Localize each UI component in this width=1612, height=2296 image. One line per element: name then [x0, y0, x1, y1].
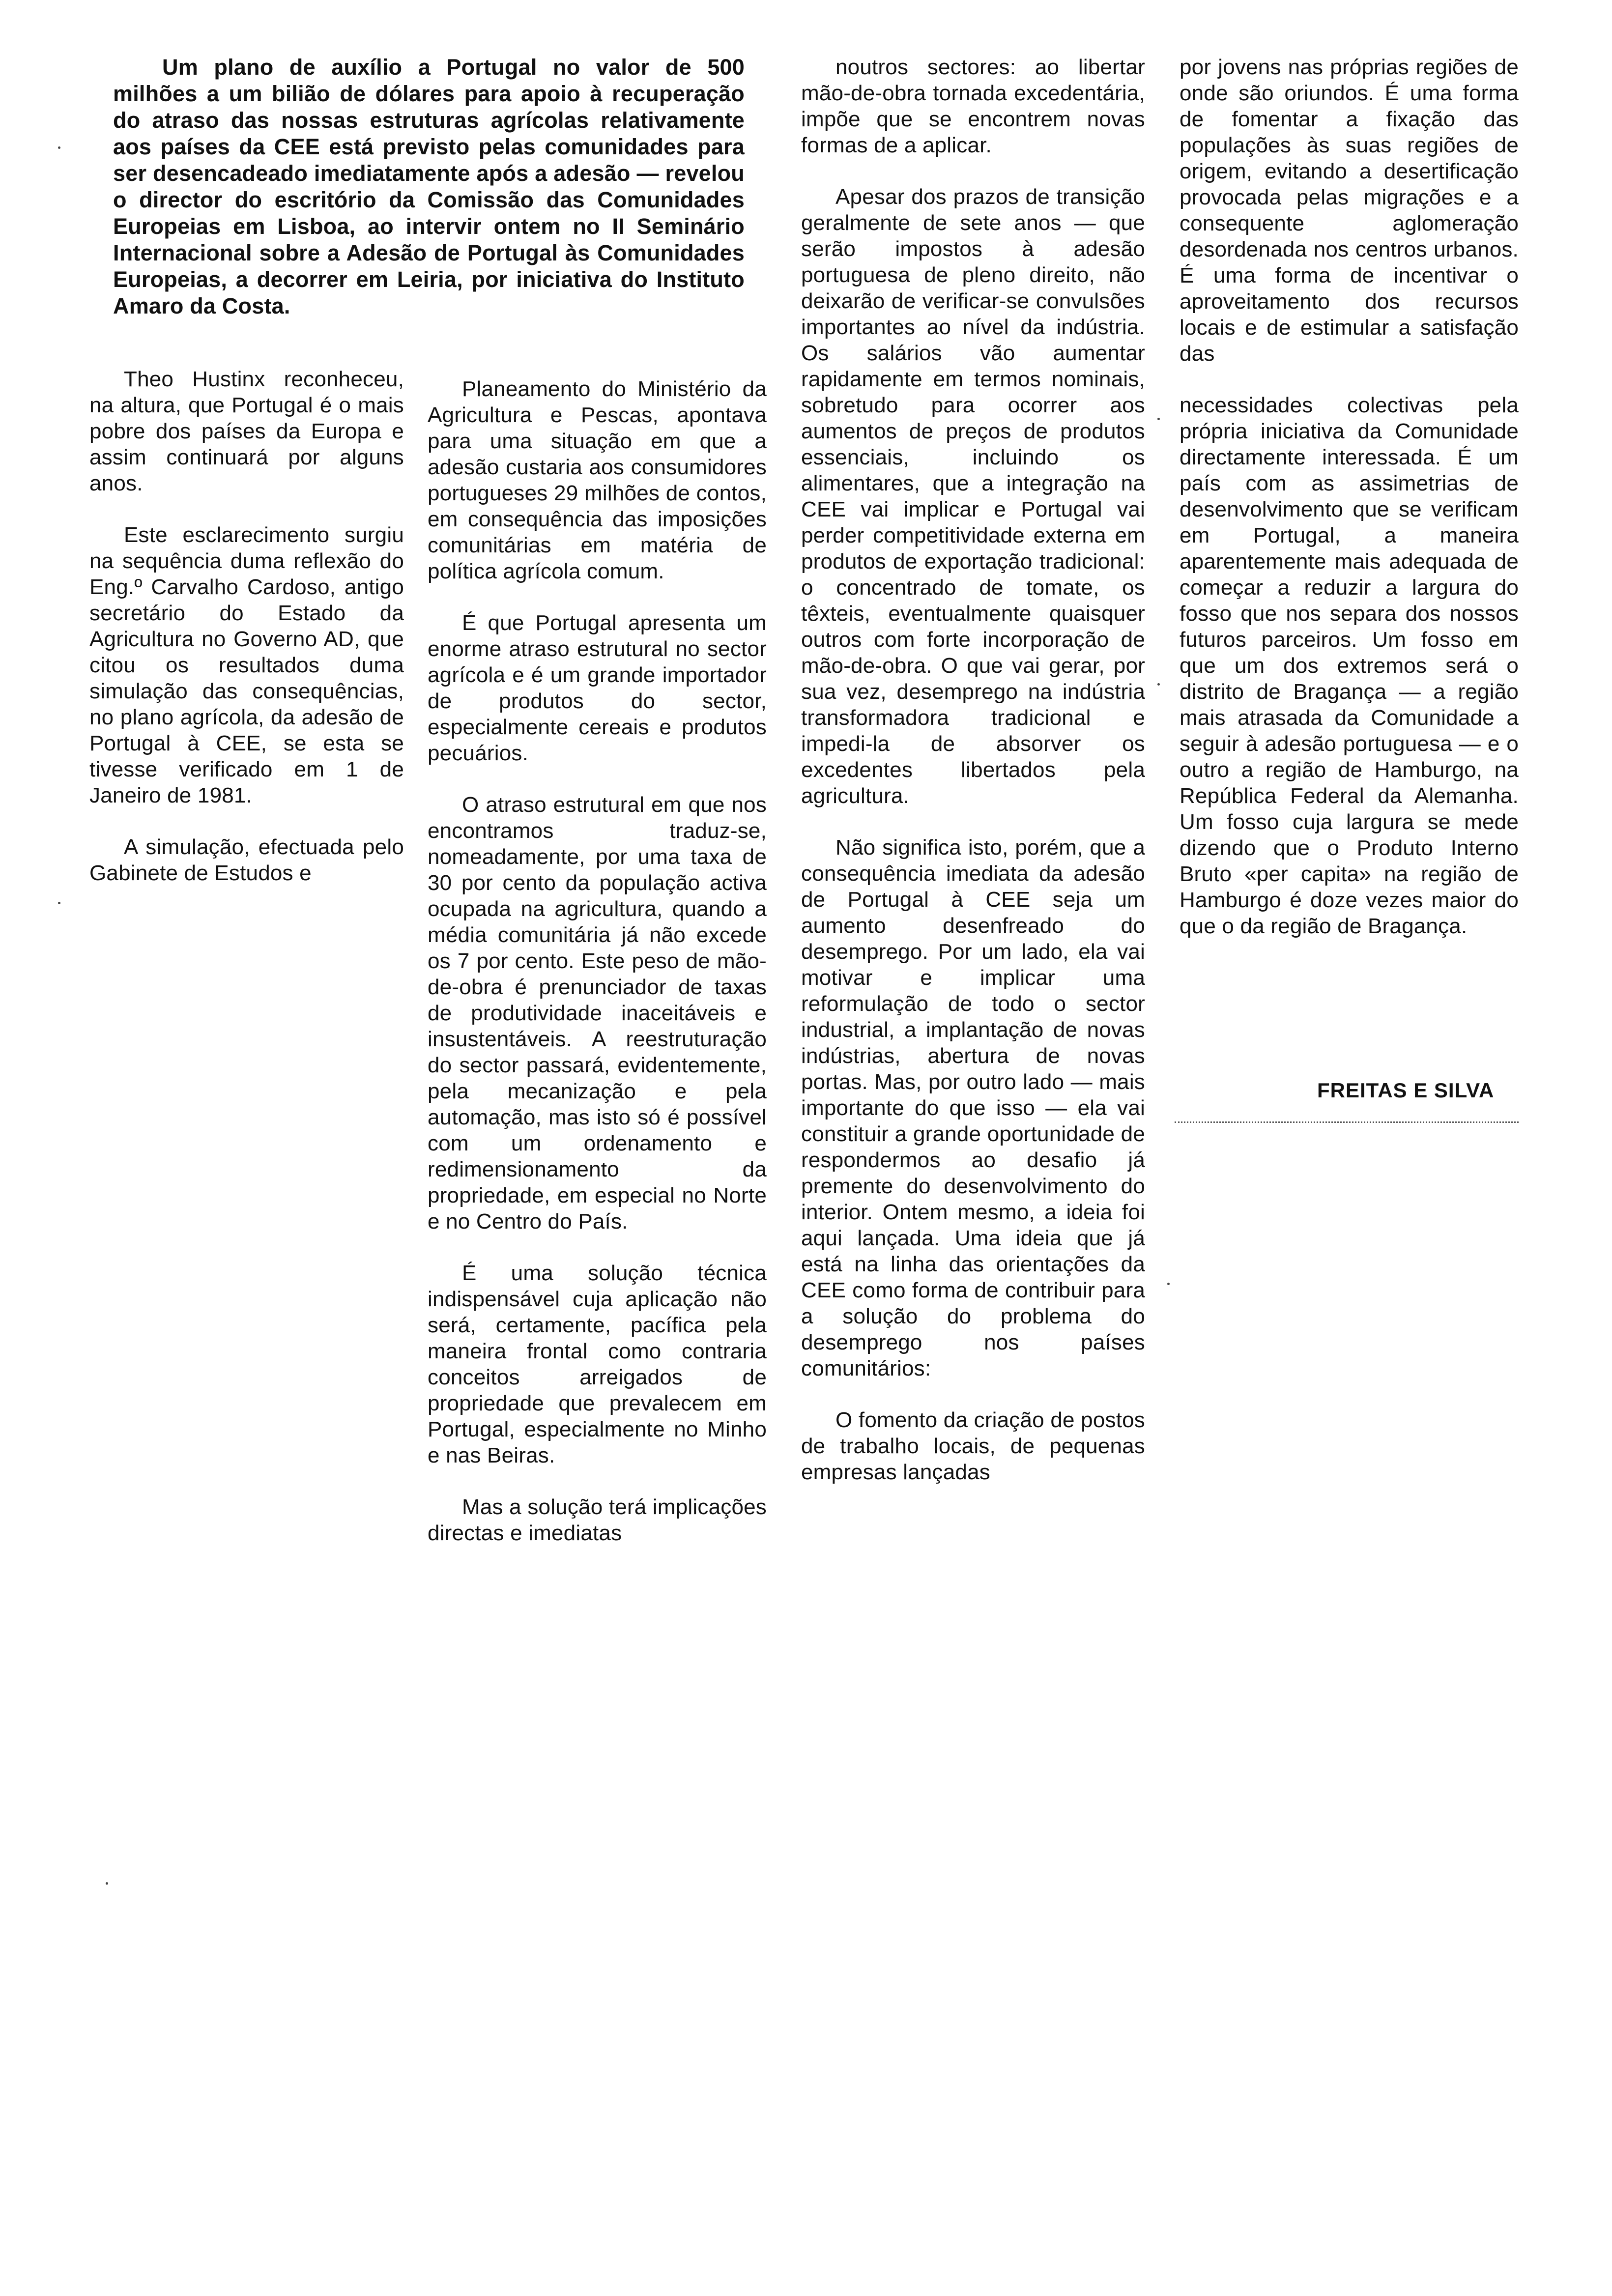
paragraph: O fomento da criação de postos de trabalho locais, de pequenas empresas lançadas: [801, 1408, 1145, 1484]
scan-speck: [1167, 1283, 1170, 1285]
paragraph: Apesar dos prazos de transição geralmente de sete anos — que serão impostos à adesão portuguesa de pleno direito, não deixarão de verificar-se convulsões importantes ao nível da indústria. Os salários vão aumentar rapidamente em termos nominais, sobretudo para ocorrer aos aumentos de preços de produtos essenciais, incluindo os alimentares, que a integração na CEE vai implicar e Portugal vai perder competitividade externa em produtos de exportação tradicional: o concentrado de tomate, os têxteis, eventualmente quaisquer outros com forte incorporação de mão-de-obra. O que vai gerar, por sua vez, desemprego na indústria transformadora tradicional e impedi-la de absorver os excedentes libertados pela agricultura.: [801, 185, 1145, 808]
article-column-3: [801, 54, 1145, 1485]
article-lead: Um plano de auxílio a Portugal no valor de 500 milhões a um bilião de dólares para apoio à recuperação do atraso das nossas estruturas agrícolas relativamente aos países da CEE está previsto pelas comunidades para ser desencadeado imediatamente após a adesão — revelou o director do escritório da Comissão das Comunidades Europeias em Lisboa, ao intervir ontem no II Seminário Internacional sobre a Adesão de Portugal às Comunidades Europeias, a decorrer em Leiria, por iniciativa do Instituto Amaro da Costa.: [113, 55, 745, 318]
paragraph: Este esclarecimento surgiu na sequência duma reflexão do Eng.º Carvalho Cardoso, antigo secretário do Estado da Agricultura no Governo AD, que citou os resultados duma simulação das consequências, no plano agrícola, da adesão de Portugal à CEE, se esta se tivesse verificado em 1 de Janeiro de 1981.: [89, 523, 404, 807]
signature-rule: [1175, 1121, 1519, 1123]
paragraph: Theo Hustinx reconheceu, na altura, que Portugal é o mais pobre dos países da Europa e assim continuará por alguns anos.: [89, 367, 404, 495]
paragraph: É que Portugal apresenta um enorme atraso estrutural no sector agrícola e é um grande importador de produtos do sector, especialmente cereais e produtos pecuários.: [428, 611, 767, 765]
article-column-1: [89, 366, 404, 886]
paragraph: necessidades colectivas pela própria iniciativa da Comunidade directamente interessada. É um país com as assimetrias de desenvolvimento que se verificam em Portugal, a maneira aparentemente mais adequada de começar a reduzir a largura do fosso que nos separa dos nossos futuros parceiros. Um fosso em que um dos extremos será o distrito de Bragança — a região mais atrasada da Comunidade a seguir à adesão portuguesa — e o outro a região de Hamburgo, na República Federal da Alemanha. Um fosso cuja largura se mede dizendo que o Produto Interno Bruto «per capita» na região de Hamburgo é doze vezes maior do que o da região de Bragança.: [1180, 393, 1519, 938]
author-signature: FREITAS E SILVA: [1317, 1079, 1495, 1102]
paragraph: A simulação, efectuada pelo Gabinete de Estudos e: [89, 835, 404, 885]
paragraph: por jovens nas próprias regiões de onde são oriundos. É uma forma de fomentar a fixação das populações às suas regiões de origem, evitando a desertificação provocada pelas migrações e a consequente aglomeração desordenada nos centros urbanos. É uma forma de incentivar o aproveitamento dos recursos locais e de estimular a satisfação das: [1180, 55, 1519, 366]
paragraph: Planeamento do Ministério da Agricultura e Pescas, apontava para uma situação em que a adesão custaria aos consumidores portugueses 29 milhões de contos, em consequência das imposições comunitárias em matéria de política agrícola comum.: [428, 377, 767, 583]
paragraph: Mas a solução terá implicações directas e imediatas: [428, 1495, 767, 1545]
paragraph: Não significa isto, porém, que a consequência imediata da adesão de Portugal à CEE seja um aumento desenfreado do desemprego. Por um lado, ela vai motivar e implicar uma reformulação de todo o sector industrial, a implantação de novas indústrias, abertura de novas portas. Mas, por outro lado — mais importante do que isso — ela vai constituir a grande oportunidade de respondermos ao desafio já premente do desenvolvimento do interior. Ontem mesmo, a ideia foi aqui lançada. Uma ideia que já está na linha das orientações da CEE como forma de contribuir para a solução do problema do desemprego nos países comunitários:: [801, 835, 1145, 1380]
paragraph: É uma solução técnica indispensável cuja aplicação não será, certamente, pacífica pela maneira frontal como contraria conceitos arreigados de propriedade que prevalecem em Portugal, especialmente no Minho e nas Beiras.: [428, 1261, 767, 1467]
article-column-2: [428, 376, 767, 1546]
article-column-4: [1180, 54, 1519, 939]
scan-speck: [1157, 418, 1160, 420]
scan-speck: [58, 146, 60, 149]
scan-speck: [106, 1882, 108, 1885]
paragraph: noutros sectores: ao libertar mão-de-obra tornada excedentária, impõe que se encontrem novas formas de a aplicar.: [801, 55, 1145, 157]
scan-speck: [58, 902, 60, 904]
paragraph: O atraso estrutural em que nos encontramos traduz-se, nomeadamente, por uma taxa de 30 por cento da população activa ocupada na agricultura, quando a média comunitária já não excede os 7 por cento. Este peso de mão-de-obra é prenunciador de taxas de produtividade inaceitáveis e insustentáveis. A reestruturação do sector passará, evidentemente, pela mecanização e pela automação, mas isto só é possível com um ordenamento e redimensionamento da propriedade, em especial no Norte e no Centro do País.: [428, 793, 767, 1234]
scan-speck: [1157, 683, 1160, 686]
